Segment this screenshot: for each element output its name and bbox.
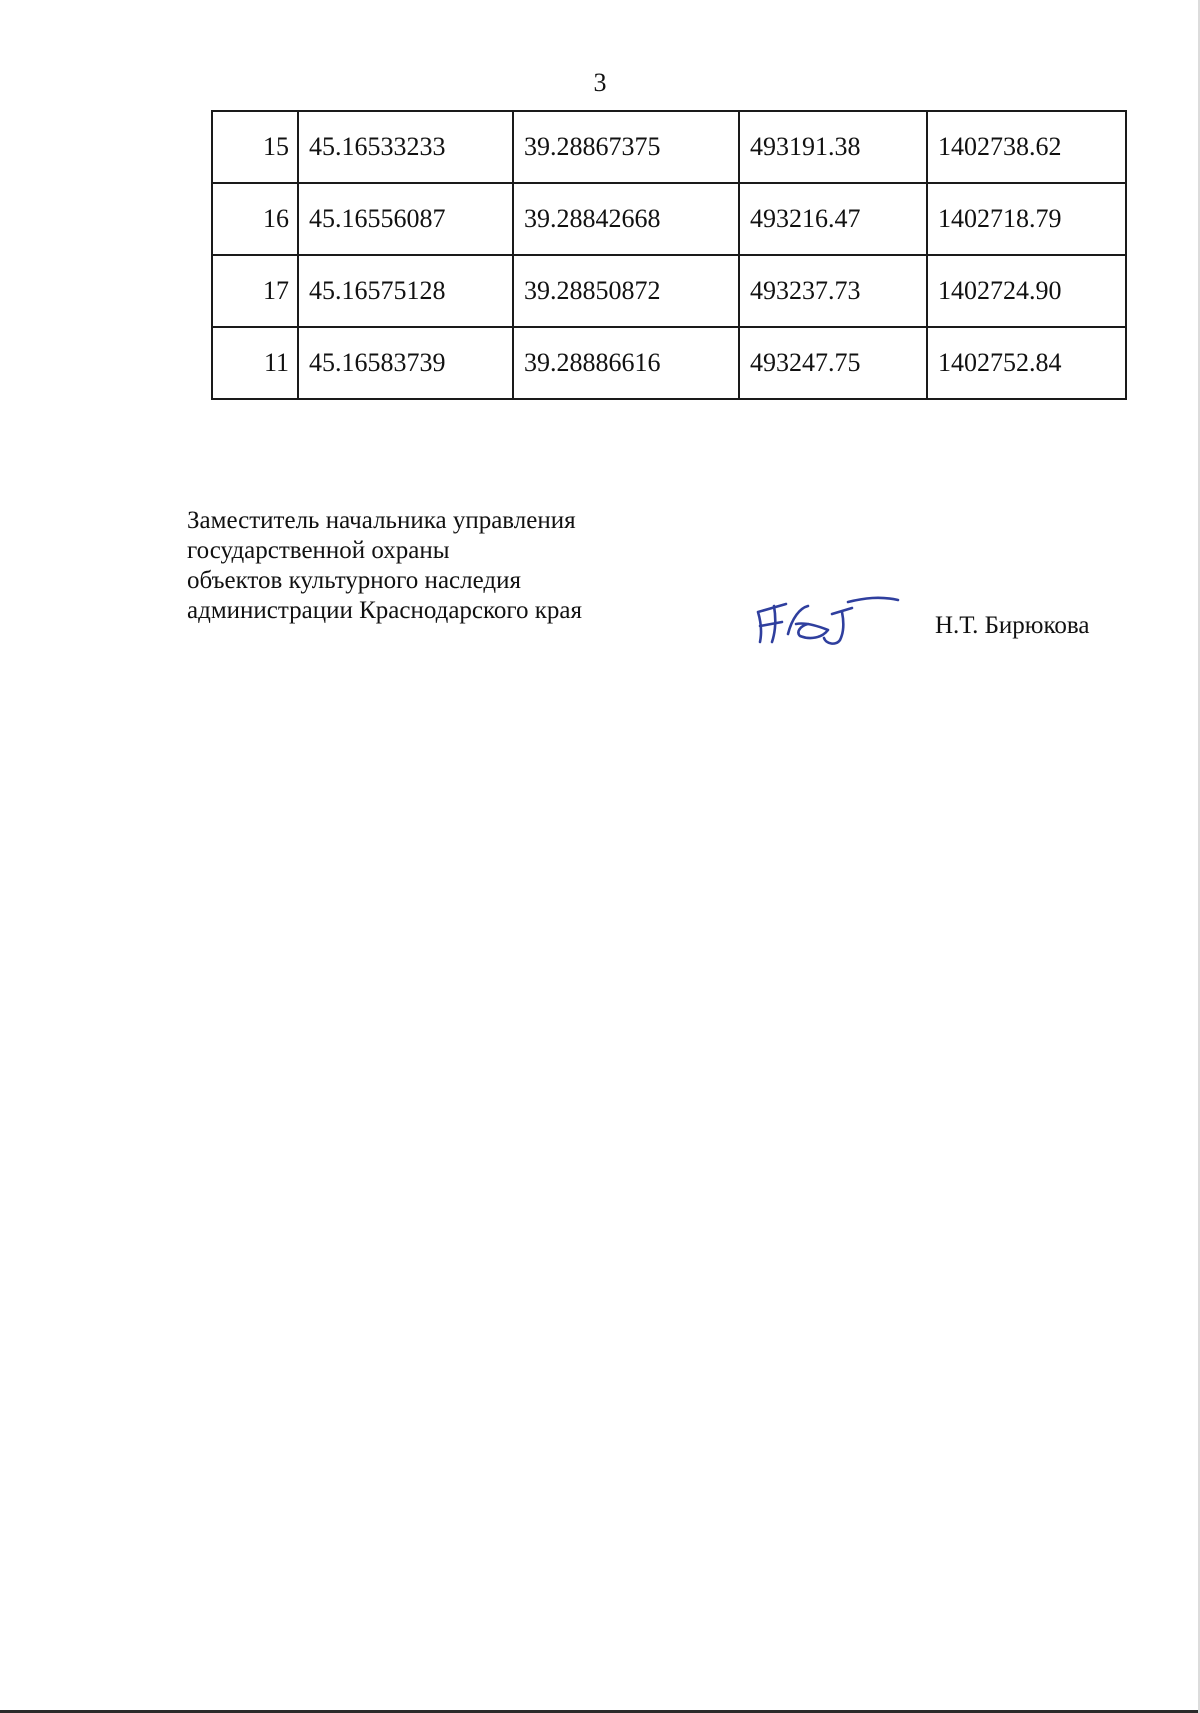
point-number: 16 [212, 183, 298, 255]
point-number: 17 [212, 255, 298, 327]
position-line: администрации Краснодарского края [187, 597, 583, 624]
position-line: государственной охраны [187, 537, 450, 564]
x-coordinate-cell: 493216.47 [739, 183, 927, 255]
latitude-cell: 45.16556087 [298, 183, 513, 255]
longitude-cell: 39.28867375 [513, 111, 739, 183]
x-coordinate-cell: 493237.73 [739, 255, 927, 327]
table-row [212, 111, 1126, 183]
page-number: 3 [593, 68, 607, 97]
x-coordinate-cell: 493191.38 [739, 111, 927, 183]
coordinates-table [211, 110, 1127, 400]
signatory-position [187, 506, 582, 626]
signature-stroke [788, 606, 828, 638]
longitude-cell: 39.28886616 [513, 327, 739, 399]
y-coordinate-cell: 1402724.90 [927, 255, 1126, 327]
table-row [212, 327, 1126, 399]
longitude-cell: 39.28850872 [513, 255, 739, 327]
latitude-cell: 45.16533233 [298, 111, 513, 183]
table-row [212, 183, 1126, 255]
handwritten-signature [752, 590, 902, 650]
y-coordinate-cell: 1402718.79 [927, 183, 1126, 255]
point-number: 11 [212, 327, 298, 399]
latitude-cell: 45.16583739 [298, 327, 513, 399]
latitude-cell: 45.16575128 [298, 255, 513, 327]
x-coordinate-cell: 493247.75 [739, 327, 927, 399]
y-coordinate-cell: 1402752.84 [927, 327, 1126, 399]
position-line: Заместитель начальника управления [187, 507, 576, 534]
signer-name: Н.Т. Бирюкова [935, 612, 1090, 639]
position-line: объектов культурного наследия [187, 567, 521, 594]
longitude-cell: 39.28842668 [513, 183, 739, 255]
point-number: 15 [212, 111, 298, 183]
y-coordinate-cell: 1402738.62 [927, 111, 1126, 183]
signature-stroke [758, 604, 786, 642]
table-row [212, 255, 1126, 327]
signature-stroke [824, 598, 898, 644]
